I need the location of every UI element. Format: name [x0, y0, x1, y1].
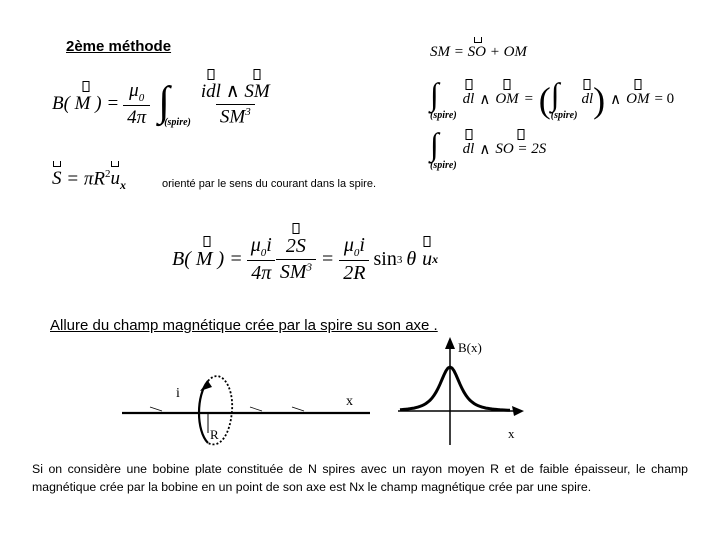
integral-cross-relation: ∫ (spire) dl ∧ OM = ( ∫ (spire) dl ) ∧ OM = 0 [430, 76, 675, 121]
biot-savart-equation [52, 80, 274, 129]
graph-x-label: x [508, 426, 515, 441]
final-field-equation: B( M ) = $\frac{\mu_0i}{4\pi}$ $\frac{2S}{SM^3}$ = $\frac{\mu_0i}{2R}$ sin 3 θ u x [172, 234, 439, 284]
integral-so-relation: ∫ (spire) dl ∧ SO = 2S [430, 126, 547, 171]
integral-block-2: ∫ (spire) [430, 76, 457, 121]
mu-over-4pi: $\frac{\mu_0}{4\pi}$ [123, 80, 150, 129]
current-label: i [176, 386, 180, 401]
2s-over-sm3: $\frac{2S}{SM^3}$ [276, 235, 316, 284]
field-curve [400, 367, 510, 410]
axis-field-heading: Allure du champ magnétique crée par la spire su son axe . [50, 317, 438, 334]
axis-dashes [150, 407, 304, 411]
dl-cross-sm-over-sm3: $\frac{\text{idl ∧ SM}}{SM^3}$ [200, 81, 270, 128]
x-arrow-icon [512, 406, 524, 416]
y-arrow-icon [445, 337, 455, 349]
b-field-symbol: B( M ) = [52, 93, 120, 115]
radius-label: R [210, 427, 219, 442]
vector-relation: SM = SO + OM [430, 44, 527, 60]
orientation-note: orienté par le sens du courant dans la spire. [162, 178, 377, 190]
mu-i-over-4pi: $\frac{\mu_0i}{4\pi}$ [247, 234, 276, 285]
axis-x-label: x [346, 394, 353, 409]
current-loop-diagram [110, 345, 380, 455]
integral-block-4: ∫ (spire) [430, 126, 457, 171]
mu-i-over-2r: $\frac{\mu_0i}{2R}$ [339, 234, 369, 285]
integral-sign: ∫ [158, 78, 170, 125]
field-graph [390, 335, 540, 450]
section-title: 2ème méthode [66, 38, 172, 55]
bobine-paragraph: Si on considère une bobine plate constituée de N spires avec un rayon moyen R et de faible épaisseur, le champ magnétique crée par la bobine en un point de son axe est Nx le champ magnétique crée par une spire. [32, 462, 688, 494]
surface-vector-equation: $S = \pi R^2u_x$ [52, 168, 126, 193]
graph-y-label: B(x) [458, 340, 482, 355]
integral-block: ∫ (spire) [158, 78, 191, 128]
integral-block-3: ∫ (spire) [550, 76, 578, 121]
